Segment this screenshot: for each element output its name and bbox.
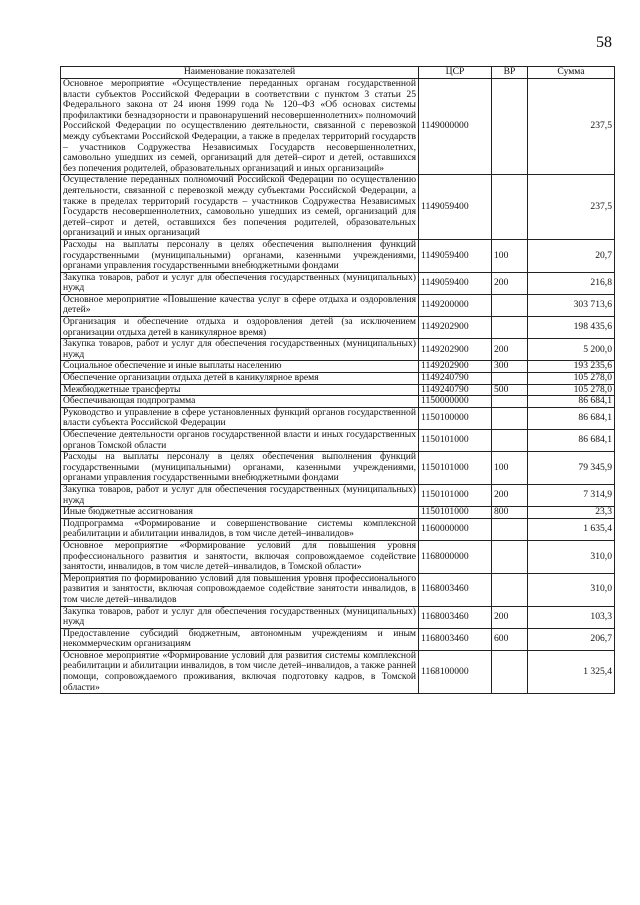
cell-vr: 500: [492, 384, 528, 396]
cell-csr: 1149000000: [419, 79, 492, 175]
cell-name: Руководство и управление в сфере установленных функций органов государственной власти субъекта Российской Федерации: [61, 407, 419, 429]
header-csr: ЦСР: [419, 67, 492, 79]
cell-sum: 1 635,4: [528, 518, 615, 540]
cell-name: Основное мероприятие «Осуществление переданных органам государственной власти субъектов Российской Федерации в соответствии с пунктом 3 статьи 25 Федерального закона от 24 июня 1999 года № 120–ФЗ «Об основах системы профилактики безнадзорности и правонарушений несовершеннолетних» полномочий Российской Федерации по осуществлению деятельности, связанной с перевозкой между субъектами Российской Федерации, а также в пределах территорий государств – участников Содружества Независимых Государств несовершеннолетних, самовольно ушедших из семей, организаций для детей–сирот и детей, оставшихся без попечения родителей, образовательных организаций и иных организаций»: [61, 79, 419, 175]
cell-csr: 1150101000: [419, 452, 492, 485]
page-number: 58: [596, 34, 612, 51]
cell-sum: 237,5: [528, 175, 615, 240]
cell-vr: [492, 373, 528, 385]
cell-sum: 310,0: [528, 573, 615, 606]
cell-vr: [492, 540, 528, 573]
cell-sum: 198 435,6: [528, 317, 615, 339]
cell-name: Расходы на выплаты персоналу в целях обеспечения выполнения функций государственными (муниципальными) органами, казенными учреждениями, органами управления государственными внебюджетными фондами: [61, 452, 419, 485]
cell-vr: [492, 317, 528, 339]
cell-name: Предоставление субсидий бюджетным, автономным учреждениям и иным некоммерческим организациям: [61, 628, 419, 650]
cell-sum: 20,7: [528, 239, 615, 272]
cell-sum: 206,7: [528, 628, 615, 650]
cell-vr: [492, 650, 528, 693]
cell-name: Иные бюджетные ассигнования: [61, 507, 419, 519]
header-vr: ВР: [492, 67, 528, 79]
cell-sum: 237,5: [528, 79, 615, 175]
cell-csr: 1168100000: [419, 650, 492, 693]
cell-csr: 1150101000: [419, 507, 492, 519]
cell-vr: [492, 175, 528, 240]
table-row: [61, 272, 615, 294]
cell-name: Обеспечивающая подпрограмма: [61, 396, 419, 408]
cell-csr: 1160000000: [419, 518, 492, 540]
budget-table: [60, 66, 615, 694]
cell-name: Закупка товаров, работ и услуг для обеспечения государственных (муниципальных) нужд: [61, 339, 419, 361]
cell-name: Обеспечение деятельности органов государственной власти и иных государственных органов Томской области: [61, 430, 419, 452]
cell-vr: [492, 396, 528, 408]
table-row: [61, 573, 615, 606]
table-row: [61, 628, 615, 650]
header-sum: Сумма: [528, 67, 615, 79]
table-row: [61, 294, 615, 316]
cell-name: Социальное обеспечение и иные выплаты населению: [61, 361, 419, 373]
cell-csr: 1150101000: [419, 484, 492, 506]
cell-sum: 310,0: [528, 540, 615, 573]
cell-name: Подпрограмма «Формирование и совершенствование системы комплексной реабилитации и абилитации инвалидов, в том числе детей–инвалидов»: [61, 518, 419, 540]
cell-vr: [492, 407, 528, 429]
cell-vr: 600: [492, 628, 528, 650]
cell-csr: 1149202900: [419, 361, 492, 373]
cell-sum: 7 314,9: [528, 484, 615, 506]
table-row: [61, 430, 615, 452]
cell-csr: 1149200000: [419, 294, 492, 316]
cell-vr: [492, 518, 528, 540]
table-row: [61, 79, 615, 175]
cell-name: Осуществление переданных полномочий Российской Федерации по осуществлению деятельности, связанной с перевозкой между субъектами Российской Федерации, а также в пределах территорий государств – участников Содружества Независимых Государств несовершеннолетних, самовольно ушедших из семей, организаций для детей–сирот и детей, оставшихся без попечения родителей, образовательных организаций и иных организаций: [61, 175, 419, 240]
cell-name: Расходы на выплаты персоналу в целях обеспечения выполнения функций государственными (муниципальными) органами, казенными учреждениями, органами управления государственными внебюджетными фондами: [61, 239, 419, 272]
table-row: [61, 540, 615, 573]
table-row: [61, 484, 615, 506]
cell-sum: 193 235,6: [528, 361, 615, 373]
cell-vr: 200: [492, 606, 528, 628]
table-row: [61, 339, 615, 361]
table-row: [61, 373, 615, 385]
table-row: [61, 518, 615, 540]
cell-sum: 1 325,4: [528, 650, 615, 693]
cell-name: Закупка товаров, работ и услуг для обеспечения государственных (муниципальных) нужд: [61, 272, 419, 294]
table-row: [61, 175, 615, 240]
cell-csr: 1168003460: [419, 573, 492, 606]
cell-csr: 1149240790: [419, 373, 492, 385]
cell-name: Закупка товаров, работ и услуг для обеспечения государственных (муниципальных) нужд: [61, 606, 419, 628]
cell-vr: 200: [492, 272, 528, 294]
cell-name: Закупка товаров, работ и услуг для обеспечения государственных (муниципальных) нужд: [61, 484, 419, 506]
cell-vr: 100: [492, 452, 528, 485]
table-row: [61, 407, 615, 429]
cell-csr: 1149202900: [419, 339, 492, 361]
cell-name: Межбюджетные трансферты: [61, 384, 419, 396]
cell-csr: 1150101000: [419, 430, 492, 452]
cell-sum: 86 684,1: [528, 396, 615, 408]
cell-csr: 1168003460: [419, 628, 492, 650]
cell-name: Основное мероприятие «Формирование условий для развития системы комплексной реабилитации и абилитации инвалидов, в том числе детей–инвалидов, а также ранней помощи, сопровождаемого проживания, включая подготовку кадров, в Томской области»: [61, 650, 419, 693]
cell-csr: 1149059400: [419, 272, 492, 294]
table-row: [61, 650, 615, 693]
cell-name: Основное мероприятие «Формирование условий для повышения уровня профессионального развития и занятости, включая сопровождаемое содействие занятости, инвалидов, в том числе детей–инвалидов, в Томской области»: [61, 540, 419, 573]
cell-vr: [492, 573, 528, 606]
cell-csr: 1149240790: [419, 384, 492, 396]
cell-sum: 79 345,9: [528, 452, 615, 485]
cell-vr: 200: [492, 339, 528, 361]
table-row: [61, 384, 615, 396]
cell-csr: 1150000000: [419, 396, 492, 408]
cell-vr: 200: [492, 484, 528, 506]
cell-vr: 300: [492, 361, 528, 373]
cell-sum: 105 278,0: [528, 373, 615, 385]
cell-vr: 800: [492, 507, 528, 519]
table-row: [61, 452, 615, 485]
cell-vr: [492, 294, 528, 316]
cell-csr: 1149202900: [419, 317, 492, 339]
table-row: [61, 396, 615, 408]
header-name: Наименование показателей: [61, 67, 419, 79]
cell-sum: 86 684,1: [528, 407, 615, 429]
cell-vr: [492, 430, 528, 452]
cell-sum: 103,3: [528, 606, 615, 628]
cell-csr: 1149059400: [419, 175, 492, 240]
cell-sum: 216,8: [528, 272, 615, 294]
cell-vr: [492, 79, 528, 175]
table-header-row: [61, 67, 615, 79]
cell-sum: 5 200,0: [528, 339, 615, 361]
cell-name: Обеспечение организации отдыха детей в каникулярное время: [61, 373, 419, 385]
cell-name: Мероприятия по формированию условий для повышения уровня профессионального развития и занятости, включая сопровождаемое содействие занятости инвалидов, в том числе детей–инвалидов: [61, 573, 419, 606]
table-row: [61, 239, 615, 272]
table-row: [61, 361, 615, 373]
cell-sum: 303 713,6: [528, 294, 615, 316]
table-row: [61, 317, 615, 339]
cell-csr: 1168003460: [419, 606, 492, 628]
cell-name: Организация и обеспечение отдыха и оздоровления детей (за исключением организации отдыха детей в каникулярное время): [61, 317, 419, 339]
cell-csr: 1149059400: [419, 239, 492, 272]
table-row: [61, 606, 615, 628]
cell-sum: 23,3: [528, 507, 615, 519]
table-body: [61, 79, 615, 694]
cell-csr: 1168000000: [419, 540, 492, 573]
cell-name: Основное мероприятие «Повышение качества услуг в сфере отдыха и оздоровления детей»: [61, 294, 419, 316]
cell-sum: 105 278,0: [528, 384, 615, 396]
cell-csr: 1150100000: [419, 407, 492, 429]
cell-sum: 86 684,1: [528, 430, 615, 452]
cell-vr: 100: [492, 239, 528, 272]
table-row: [61, 507, 615, 519]
